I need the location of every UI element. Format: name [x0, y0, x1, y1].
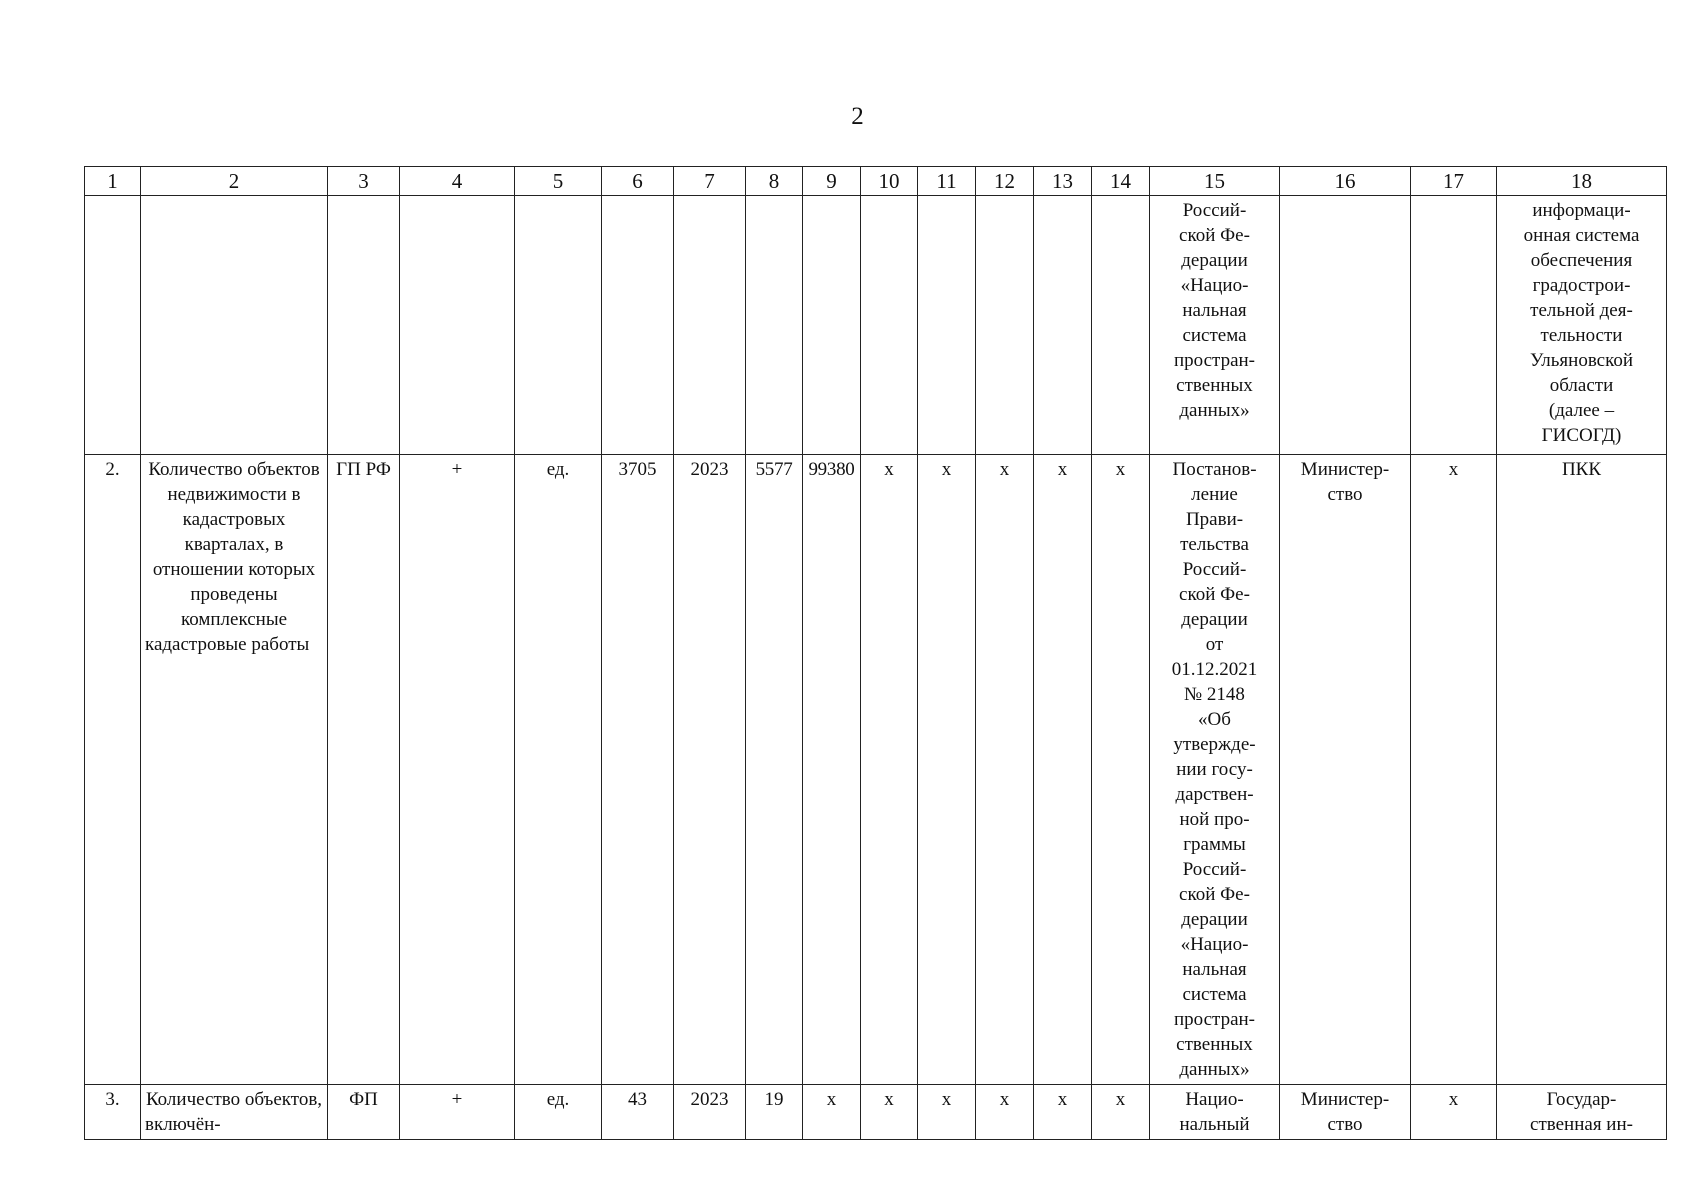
column-header: 3 [328, 167, 400, 196]
cell-value [976, 196, 1034, 455]
column-header: 6 [602, 167, 674, 196]
page-number: 2 [851, 103, 864, 130]
cell-document [1150, 455, 1280, 1085]
cell-base-value: 43 [602, 1085, 674, 1140]
cell-related: x [1411, 455, 1497, 1085]
column-header: 4 [400, 167, 515, 196]
cell-value: x [1092, 1085, 1150, 1140]
table-row [85, 1085, 1667, 1140]
column-header: 12 [976, 167, 1034, 196]
table-row [85, 455, 1667, 1085]
column-header: 7 [674, 167, 746, 196]
cell-indicator-name [141, 196, 328, 455]
cell-value: x [861, 1085, 918, 1140]
column-header: 17 [1411, 167, 1497, 196]
column-header: 18 [1497, 167, 1667, 196]
cell-unit: ед. [515, 1085, 602, 1140]
cell-base-value: 3705 [602, 455, 674, 1085]
column-header: 2 [141, 167, 328, 196]
cell-value: x [918, 455, 976, 1085]
document-lines: Россий- ской Фе- дерации «Нацио- нальная система простран- ственных данных» [1173, 200, 1256, 421]
cell-document [1150, 1085, 1280, 1140]
cell-responsible [1280, 455, 1411, 1085]
cell-indicator-name: Количество объектов, включён- [141, 1085, 328, 1140]
cell-unit [515, 196, 602, 455]
document-lines: Постанов- ление Прави- тельства Россий- ской Фе- дерации от 01.12.2021 № 2148 «Об утвержде- нии госу- дарствен- ной про- граммы Россий- ской Фе- дерации «Нацио- нальная система простран- ственных данных» [1171, 459, 1258, 1080]
cell-value: x [1034, 455, 1092, 1085]
cell-value [861, 196, 918, 455]
info-system-lines: Государ- ственная ин- [1530, 1089, 1633, 1135]
cell-number: 2. [85, 455, 141, 1085]
cell-related [1411, 196, 1497, 455]
column-header: 14 [1092, 167, 1150, 196]
cell-info-system [1497, 455, 1667, 1085]
cell-flag [400, 196, 515, 455]
column-header: 11 [918, 167, 976, 196]
cell-value: x [918, 1085, 976, 1140]
cell-info-system [1497, 196, 1667, 455]
column-header: 1 [85, 167, 141, 196]
cell-value [746, 196, 803, 455]
cell-number: 3. [85, 1085, 141, 1140]
column-header: 10 [861, 167, 918, 196]
info-system-lines: ПКК [1561, 459, 1602, 480]
cell-indicator-name: Количество объектов недвижимости в кадастровых кварталах, в отношении которых проведены комплексные кадастровые работы [141, 455, 328, 1085]
indicators-table [84, 166, 1667, 1140]
cell-value [803, 196, 861, 455]
cell-base-year [674, 196, 746, 455]
cell-level: ГП РФ [328, 455, 400, 1085]
cell-responsible [1280, 1085, 1411, 1140]
cell-responsible [1280, 196, 1411, 455]
cell-number [85, 196, 141, 455]
column-header: 8 [746, 167, 803, 196]
table-row [85, 196, 1667, 455]
column-header: 9 [803, 167, 861, 196]
cell-level: ФП [328, 1085, 400, 1140]
cell-value [1034, 196, 1092, 455]
cell-value: x [976, 1085, 1034, 1140]
cell-value: x [976, 455, 1034, 1085]
cell-flag: + [400, 455, 515, 1085]
column-header: 5 [515, 167, 602, 196]
responsible-lines: Министер- ство [1300, 1089, 1390, 1135]
info-system-lines: информаци- онная система обеспечения градострои- тельной дея- тельности Ульяновской области (далее – ГИСОГД) [1523, 200, 1640, 446]
cell-base-year: 2023 [674, 1085, 746, 1140]
cell-flag: + [400, 1085, 515, 1140]
cell-value [918, 196, 976, 455]
document-lines: Нацио- нальный [1179, 1089, 1250, 1135]
column-header: 15 [1150, 167, 1280, 196]
column-number-row [85, 167, 1667, 196]
cell-value [1092, 196, 1150, 455]
cell-document [1150, 196, 1280, 455]
cell-base-year: 2023 [674, 455, 746, 1085]
cell-value: x [803, 1085, 861, 1140]
cell-level [328, 196, 400, 455]
responsible-lines: Министер- ство [1300, 459, 1390, 505]
cell-unit: ед. [515, 455, 602, 1085]
column-header: 16 [1280, 167, 1411, 196]
cell-related: x [1411, 1085, 1497, 1140]
cell-value: x [861, 455, 918, 1085]
cell-value: 99380 [803, 455, 861, 1085]
cell-value: 5577 [746, 455, 803, 1085]
cell-info-system [1497, 1085, 1667, 1140]
cell-value: 19 [746, 1085, 803, 1140]
cell-value: x [1034, 1085, 1092, 1140]
column-header: 13 [1034, 167, 1092, 196]
cell-base-value [602, 196, 674, 455]
cell-value: x [1092, 455, 1150, 1085]
